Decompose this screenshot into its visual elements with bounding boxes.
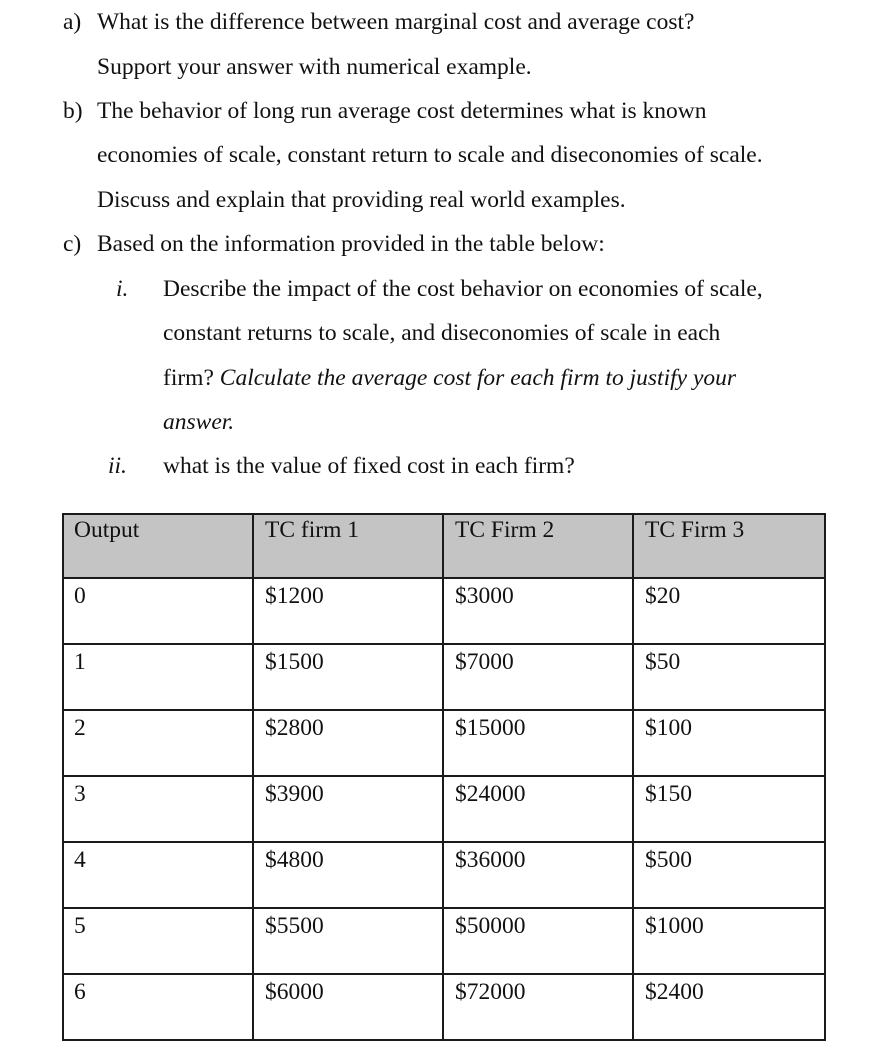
header-tc-firm-3: TC Firm 3: [633, 514, 825, 578]
cell-tc-firm-3: $20: [633, 578, 825, 644]
cell-tc-firm-2: $36000: [443, 842, 633, 908]
cell-tc-firm-3: $2400: [633, 974, 825, 1040]
question-c-marker: c): [63, 231, 82, 257]
cell-tc-firm-1: $3900: [253, 776, 443, 842]
subquestion-i-marker: i.: [116, 276, 129, 302]
table-row: [63, 974, 825, 1040]
cell-tc-firm-2: $50000: [443, 908, 633, 974]
question-a-marker: a): [63, 9, 82, 35]
cell-tc-firm-3: $1000: [633, 908, 825, 974]
cell-tc-firm-1: $1200: [253, 578, 443, 644]
question-a-line-2: Support your answer with numerical example.: [97, 54, 532, 80]
cell-tc-firm-2: $15000: [443, 710, 633, 776]
cell-tc-firm-1: $1500: [253, 644, 443, 710]
question-c-line: Based on the information provided in the table below:: [97, 231, 605, 257]
subquestion-ii-line-1: what is the value of fixed cost in each firm?: [163, 453, 575, 479]
table-row: [63, 710, 825, 776]
table-row: [63, 776, 825, 842]
header-tc-firm-2: TC Firm 2: [443, 514, 633, 578]
cell-tc-firm-3: $50: [633, 644, 825, 710]
question-b-line-2: economies of scale, constant return to scale and diseconomies of scale.: [97, 142, 763, 168]
subquestion-i-line-4: answer.: [163, 409, 235, 435]
question-b-line-3: Discuss and explain that providing real world examples.: [97, 187, 626, 213]
cell-tc-firm-2: $24000: [443, 776, 633, 842]
cost-table: [62, 513, 826, 1041]
subquestion-i-line-2: constant returns to scale, and diseconomies of scale in each: [163, 320, 721, 346]
subquestion-i-line-1: Describe the impact of the cost behavior on economies of scale,: [163, 276, 763, 302]
subquestion-ii-marker: ii.: [108, 453, 127, 479]
cell-tc-firm-1: $6000: [253, 974, 443, 1040]
header-output: Output: [63, 514, 253, 578]
table-row: [63, 908, 825, 974]
subquestion-i-line-3-plain: firm?: [163, 365, 220, 391]
table-row: [63, 644, 825, 710]
cell-output: 3: [63, 776, 253, 842]
cell-tc-firm-3: $500: [633, 842, 825, 908]
cell-output: 0: [63, 578, 253, 644]
header-tc-firm-1: TC firm 1: [253, 514, 443, 578]
question-a-line-1: What is the difference between marginal cost and average cost?: [97, 9, 695, 35]
cell-tc-firm-1: $2800: [253, 710, 443, 776]
cell-tc-firm-1: $5500: [253, 908, 443, 974]
table-row: [63, 842, 825, 908]
table-header-row: [63, 514, 825, 578]
cell-tc-firm-2: $72000: [443, 974, 633, 1040]
cell-output: 4: [63, 842, 253, 908]
question-b-marker: b): [63, 98, 83, 124]
cell-tc-firm-3: $100: [633, 710, 825, 776]
cell-output: 1: [63, 644, 253, 710]
cell-tc-firm-1: $4800: [253, 842, 443, 908]
subquestion-i-line-3: [163, 364, 736, 392]
cell-tc-firm-2: $7000: [443, 644, 633, 710]
question-b-line-1: The behavior of long run average cost determines what is known: [97, 98, 707, 124]
cell-tc-firm-2: $3000: [443, 578, 633, 644]
cell-output: 6: [63, 974, 253, 1040]
subquestion-i-line-3-italic: Calculate the average cost for each firm to justify your: [219, 365, 737, 391]
table-row: [63, 578, 825, 644]
cell-output: 2: [63, 710, 253, 776]
cell-tc-firm-3: $150: [633, 776, 825, 842]
cell-output: 5: [63, 908, 253, 974]
